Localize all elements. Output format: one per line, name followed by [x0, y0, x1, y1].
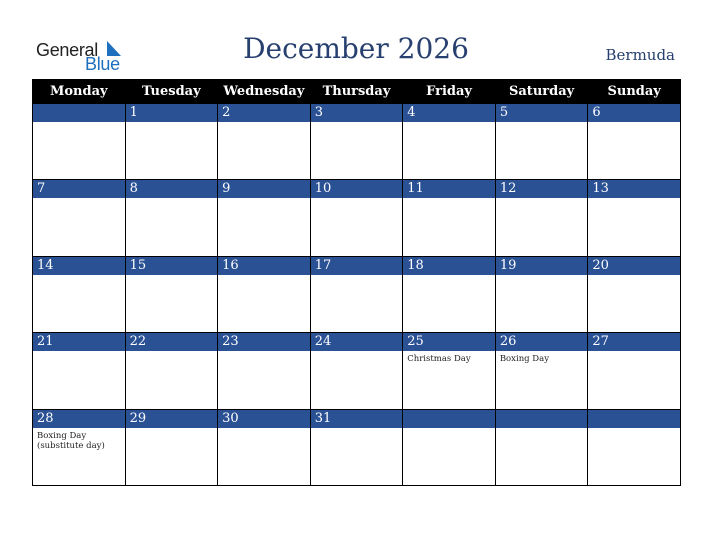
day-cell	[33, 180, 126, 256]
day-number	[588, 410, 680, 428]
day-number: 25	[403, 333, 495, 351]
day-number: 13	[588, 180, 680, 198]
day-number: 21	[33, 333, 125, 351]
day-cell	[125, 256, 218, 332]
day-number: 20	[588, 257, 680, 275]
day-number	[33, 104, 125, 122]
day-cell	[218, 180, 311, 256]
day-cell	[495, 333, 588, 409]
weekday-header: Monday	[33, 80, 126, 104]
day-number: 11	[403, 180, 495, 198]
day-cell	[495, 256, 588, 332]
day-number: 5	[496, 104, 588, 122]
day-cell	[218, 333, 311, 409]
day-number: 28	[33, 410, 125, 428]
day-cell	[310, 256, 403, 332]
day-number: 1	[126, 104, 218, 122]
logo-text-general: General	[36, 40, 98, 60]
day-cell	[403, 104, 496, 180]
day-cell	[218, 256, 311, 332]
weekday-header: Wednesday	[218, 80, 311, 104]
day-cell	[33, 409, 126, 485]
day-cell	[588, 180, 681, 256]
holiday-label: Christmas Day	[407, 354, 471, 365]
day-number: 27	[588, 333, 680, 351]
day-cell	[588, 256, 681, 332]
weekday-header: Sunday	[588, 80, 681, 104]
day-cell	[403, 409, 496, 485]
day-cell	[33, 333, 126, 409]
holiday-label: Boxing Day (substitute day)	[37, 430, 105, 451]
weekday-header: Tuesday	[125, 80, 218, 104]
day-number: 23	[218, 333, 310, 351]
week-row	[33, 180, 681, 256]
day-cell	[33, 104, 126, 180]
day-number: 22	[126, 333, 218, 351]
day-number: 30	[218, 410, 310, 428]
week-row	[33, 333, 681, 409]
day-cell	[33, 256, 126, 332]
day-cell	[588, 104, 681, 180]
holiday-label: Boxing Day	[499, 354, 549, 365]
day-number: 12	[496, 180, 588, 198]
day-cell	[403, 180, 496, 256]
day-number: 29	[126, 410, 218, 428]
day-number	[403, 410, 495, 428]
day-cell	[588, 333, 681, 409]
day-cell	[403, 333, 496, 409]
day-number: 9	[218, 180, 310, 198]
day-cell	[218, 104, 311, 180]
day-cell	[495, 104, 588, 180]
day-number: 7	[33, 180, 125, 198]
weekday-header-row	[33, 80, 681, 104]
day-cell	[125, 333, 218, 409]
day-cell	[218, 409, 311, 485]
day-cell	[495, 409, 588, 485]
day-number: 26	[496, 333, 588, 351]
day-cell	[495, 180, 588, 256]
day-cell	[125, 180, 218, 256]
day-number: 4	[403, 104, 495, 122]
day-number: 6	[588, 104, 680, 122]
day-number: 8	[126, 180, 218, 198]
day-number: 15	[126, 257, 218, 275]
day-number: 14	[33, 257, 125, 275]
day-cell	[310, 180, 403, 256]
day-cell	[310, 409, 403, 485]
day-number: 17	[311, 257, 403, 275]
weekday-header: Thursday	[310, 80, 403, 104]
day-number: 3	[311, 104, 403, 122]
day-cell	[125, 409, 218, 485]
week-row	[33, 256, 681, 332]
calendar-grid	[32, 79, 681, 486]
day-number	[496, 410, 588, 428]
day-cell	[588, 409, 681, 485]
day-number: 19	[496, 257, 588, 275]
day-number: 31	[311, 410, 403, 428]
week-row	[33, 409, 681, 485]
day-cell	[125, 104, 218, 180]
weekday-header: Saturday	[495, 80, 588, 104]
logo-text-blue: Blue	[85, 54, 120, 74]
week-row	[33, 104, 681, 180]
day-number: 18	[403, 257, 495, 275]
weekday-header: Friday	[403, 80, 496, 104]
day-number: 2	[218, 104, 310, 122]
day-number: 16	[218, 257, 310, 275]
calendar-title: December 2026	[243, 32, 469, 65]
day-number: 10	[311, 180, 403, 198]
day-cell	[310, 104, 403, 180]
day-cell	[403, 256, 496, 332]
day-cell	[310, 333, 403, 409]
region-label: Bermuda	[605, 46, 675, 64]
day-number: 24	[311, 333, 403, 351]
